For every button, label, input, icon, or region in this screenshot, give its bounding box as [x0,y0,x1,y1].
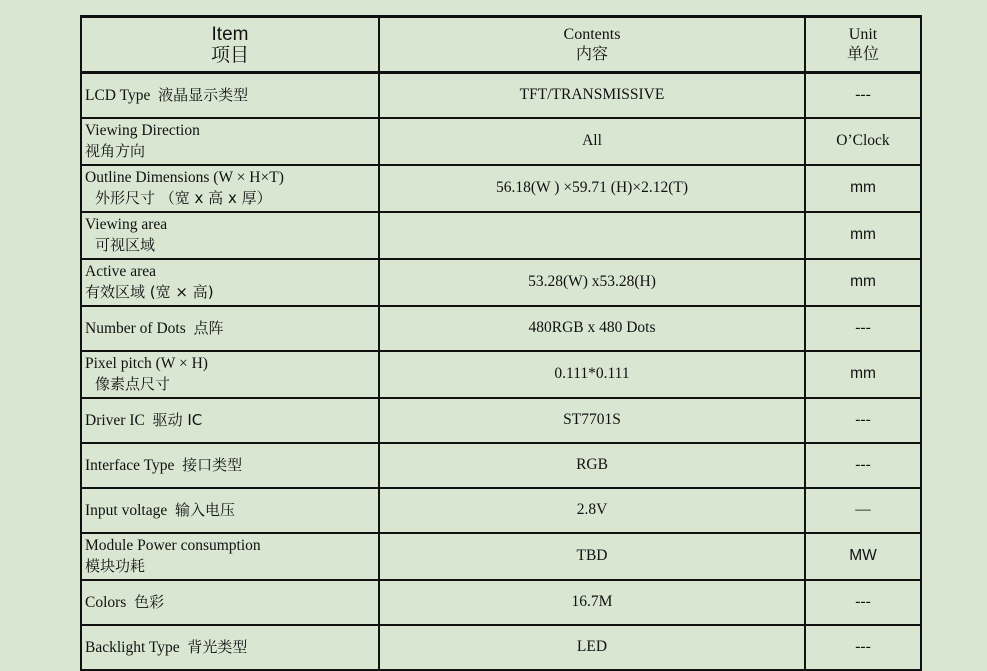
row-item-en: Viewing Direction [85,122,200,139]
header-item-en: Item [211,23,249,45]
row-unit: --- [805,306,921,351]
row-content: 16.7M [379,580,805,625]
specification-table [80,15,922,671]
table-row [81,398,921,443]
row-item-zh: 液晶显示类型 [158,85,249,104]
row-item [81,306,379,351]
row-content: 56.18(W ) ×59.71 (H)×2.12(T) [379,165,805,212]
table-row [81,306,921,351]
header-item-zh: 项目 [210,44,249,66]
row-content: 480RGB x 480 Dots [379,306,805,351]
header-contents [379,17,805,73]
row-item-zh: 点阵 [193,318,224,337]
row-item-zh: 外形尺寸 （宽 x 高 x 厚） [95,189,272,207]
row-unit: --- [805,625,921,670]
row-item-en: Input voltage [85,501,168,519]
row-unit: mm [805,351,921,398]
header-contents-zh: 内容 [575,45,608,63]
row-content: LED [379,625,805,670]
row-content: ST7701S [379,398,805,443]
row-item [81,351,379,398]
row-unit: MW [805,533,921,580]
row-item-en: Interface Type [85,456,175,474]
row-item [81,580,379,625]
header-unit-zh: 单位 [846,45,879,63]
row-unit: --- [805,398,921,443]
table-row [81,212,921,259]
row-unit: — [805,488,921,533]
row-item-en: Outline Dimensions (W × H×T) [85,169,284,186]
row-item [81,118,379,165]
row-unit: --- [805,580,921,625]
table-row [81,118,921,165]
row-item-en: Pixel pitch (W × H) [85,355,208,372]
row-content: 0.111*0.111 [379,351,805,398]
table-row [81,580,921,625]
row-item-en: Backlight Type [85,638,180,656]
row-item-zh: 视角方向 [85,142,146,160]
row-item [81,73,379,118]
table-row [81,351,921,398]
row-content: RGB [379,443,805,488]
row-content: All [379,118,805,165]
row-unit: --- [805,443,921,488]
table-row [81,488,921,533]
row-unit: mm [805,212,921,259]
row-content: TBD [379,533,805,580]
row-item-en: Active area [85,263,156,280]
table-row [81,533,921,580]
row-item-zh: 有效区域 (宽 × 高) [85,283,214,301]
table-row [81,443,921,488]
row-item-en: Driver IC [85,411,145,429]
row-item-zh: 驱动 IC [152,410,203,429]
row-item-zh: 输入电压 [174,500,235,519]
row-item-zh: 背光类型 [187,637,248,656]
row-item [81,212,379,259]
row-unit: O’Clock [805,118,921,165]
row-content: 2.8V [379,488,805,533]
table-row [81,625,921,670]
row-item-zh: 可视区域 [95,236,156,254]
header-item [81,17,379,73]
row-item-zh: 模块功耗 [85,557,146,575]
row-unit: mm [805,259,921,306]
row-item-en: LCD Type [85,86,151,104]
header-contents-en: Contents [563,25,621,43]
table-row [81,165,921,212]
row-content: TFT/TRANSMISSIVE [379,73,805,118]
table-row [81,259,921,306]
row-item-en: Number of Dots [85,319,186,337]
row-item [81,165,379,212]
row-content: 53.28(W) x53.28(H) [379,259,805,306]
row-item [81,625,379,670]
row-item-zh: 接口类型 [182,455,243,474]
row-item-en: Module Power consumption [85,537,261,554]
row-unit: mm [805,165,921,212]
row-item [81,259,379,306]
row-item [81,398,379,443]
header-unit [805,17,921,73]
row-item-en: Colors [85,593,127,611]
table-header-row [81,17,921,73]
row-item-en: Viewing area [85,216,168,233]
row-item-zh: 色彩 [134,592,165,611]
row-item [81,533,379,580]
row-unit: --- [805,73,921,118]
row-item-zh: 像素点尺寸 [95,375,171,393]
table-row [81,73,921,118]
header-unit-en: Unit [848,25,878,43]
row-item [81,443,379,488]
row-content [379,212,805,259]
row-item [81,488,379,533]
